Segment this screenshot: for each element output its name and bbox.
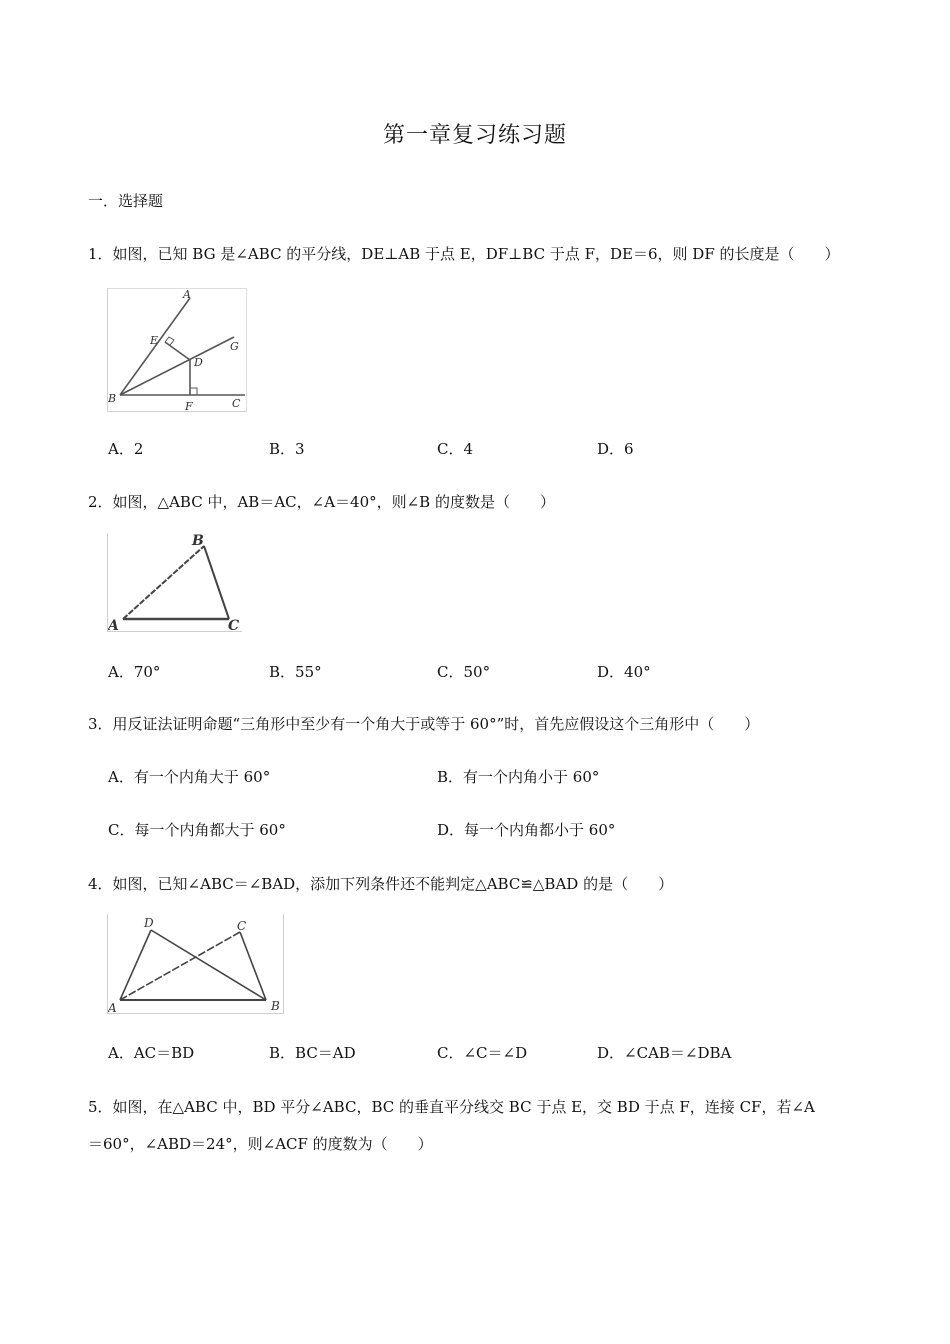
fig2-side-ab — [123, 546, 204, 619]
q1-option-d: D．6 — [597, 440, 634, 458]
fig2-side-bc — [204, 546, 229, 619]
q4-option-b: B．BC＝AD — [269, 1044, 356, 1062]
q1-option-a: A．2 — [108, 440, 144, 458]
question-5-line-2: ＝60°，∠ABD＝24°，则∠ACF 的度数为（ ） — [88, 1135, 433, 1153]
q4-option-c: C．∠C＝∠D — [437, 1044, 528, 1062]
question-4-figure — [107, 914, 284, 1014]
fig1-ray-bg — [120, 337, 234, 395]
fig1-label-a: A — [183, 289, 191, 301]
fig4-label-d: D — [144, 916, 154, 930]
fig1-label-b: B — [108, 392, 117, 405]
q2-option-d: D．40° — [597, 663, 651, 681]
fig2-label-a: A — [108, 618, 119, 631]
q1-option-b: B．3 — [269, 440, 305, 458]
q2-option-b: B．55° — [269, 663, 322, 681]
fig4-label-c: C — [237, 919, 247, 933]
fig4-label-a: A — [108, 1001, 117, 1013]
q1-option-c: C．4 — [437, 440, 474, 458]
q3-option-c: C．每一个内角都大于 60° — [108, 821, 286, 839]
q2-option-c: C．50° — [437, 663, 491, 681]
fig1-label-f: F — [185, 400, 193, 411]
fig4-label-b: B — [271, 999, 280, 1013]
fig1-label-g: G — [230, 340, 239, 353]
fig1-label-d: D — [194, 356, 203, 369]
q3-option-d: D．每一个内角都小于 60° — [437, 821, 616, 839]
fig1-label-e: E — [150, 334, 159, 347]
q4-option-a: A．AC＝BD — [108, 1044, 195, 1062]
fig4-segment-cb — [240, 932, 266, 1000]
question-1-figure — [107, 288, 247, 412]
question-4-text: 4．如图，已知∠ABC＝∠BAD，添加下列条件还不能判定△ABC≌△BAD 的是（ ） — [88, 875, 674, 893]
question-2-figure — [107, 533, 242, 632]
fig1-right-angle-f — [190, 388, 197, 395]
question-5-line-1: 5．如图，在△ABC 中，BD 平分∠ABC，BC 的垂直平分线交 BC 于点 E，交 BD 于点 F，连接 CF，若∠A — [88, 1098, 815, 1116]
fig4-segment-ac — [120, 932, 240, 1000]
q3-option-b: B．有一个内角小于 60° — [437, 768, 600, 786]
fig4-segment-db — [151, 930, 266, 1000]
page-title: 第一章复习练习题 — [382, 123, 567, 148]
fig2-label-c: C — [228, 618, 240, 631]
q4-option-d: D．∠CAB＝∠DBA — [597, 1044, 732, 1062]
section-heading: 一．选择题 — [88, 192, 164, 210]
fig1-label-c: C — [232, 397, 241, 410]
q2-option-a: A．70° — [108, 663, 161, 681]
fig1-segment-de — [165, 342, 190, 360]
fig4-segment-ad — [120, 930, 151, 1000]
question-1-text: 1．如图，已知 BG 是∠ABC 的平分线，DE⊥AB 于点 E，DF⊥BC 于点 F，DE＝6，则 DF 的长度是（ ） — [88, 245, 840, 263]
question-2-text: 2．如图，△ABC 中，AB＝AC，∠A＝40°，则∠B 的度数是（ ） — [88, 493, 555, 511]
q3-option-a: A．有一个内角大于 60° — [108, 768, 271, 786]
question-3-text: 3．用反证法证明命题“三角形中至少有一个角大于或等于 60°”时，首先应假设这个三角形中（ ） — [88, 715, 760, 733]
fig2-label-b: B — [192, 533, 204, 549]
